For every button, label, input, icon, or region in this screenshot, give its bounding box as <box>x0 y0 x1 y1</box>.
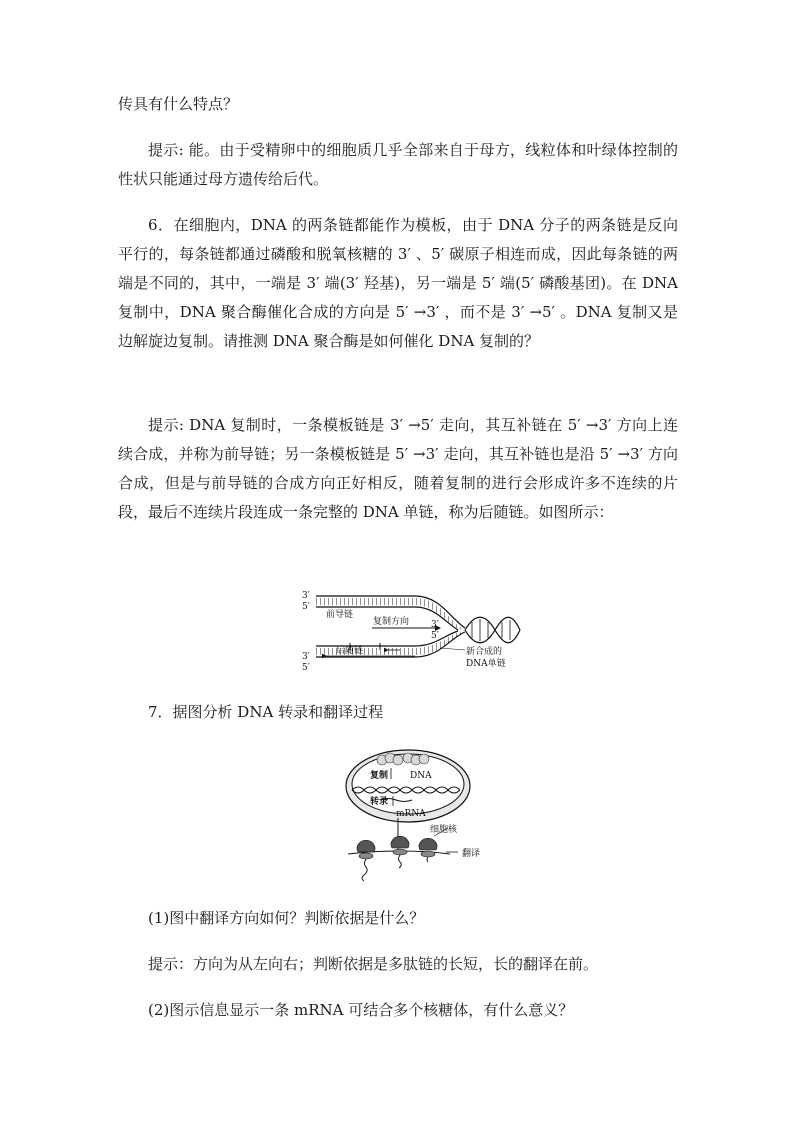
parental-helix <box>465 617 520 643</box>
label-top-3prime: 3′ <box>302 591 310 601</box>
paragraph-question-end: 传具有什么特点？ <box>118 95 239 113</box>
label-dna: DNA <box>410 771 432 781</box>
replication-fork-figure <box>300 588 530 678</box>
paragraph-question-7: 7．据图分析 DNA 转录和翻译过程 <box>148 703 384 721</box>
label-translation: 翻译 <box>462 849 481 859</box>
paragraph-subquestion-1: (1)图中翻译方向如何？判断依据是什么？ <box>148 909 425 927</box>
ribosomes <box>357 836 437 859</box>
label-replication-direction: 复制方向 <box>373 617 410 627</box>
label-bottom-5prime: 5′ <box>302 663 310 673</box>
label-new-strand-1: 新合成的 <box>466 647 503 657</box>
transcription-translation-figure <box>330 746 500 882</box>
label-lagging-strand: 后随链 <box>336 646 364 656</box>
label-transcription: 转录 <box>370 797 389 807</box>
label-replication: 复制 <box>370 771 389 781</box>
label-bottom-3prime: 3′ <box>302 652 310 662</box>
label-fork-3prime: 3′ <box>431 620 439 630</box>
label-fork-5prime: 5′ <box>431 631 439 641</box>
label-new-strand-2: DNA单链 <box>466 659 506 669</box>
top-base-pairs <box>316 598 415 605</box>
label-leading-strand: 前导链 <box>326 610 354 620</box>
label-nucleus: 细胞核 <box>430 825 458 835</box>
paragraph-question-6: 6．在细胞内，DNA 的两条链都能作为模板，由于 DNA 分子的两条链是反向平行的，每条链都通过磷酸和脱氧核糖的 3′ 、5′ 碳原子相连而成，因此每条链的两端是不同的，其中，一端是 3′ 端(3′ 羟基)，另一端是 5′ 端(5′ 磷酸基团)。在 DNA 复制中，DNA 聚合酶催化合成的方向是 5′ →3′ ，而不是 3′ →5′ 。DNA 复制又是边解旋边复制。请推测 DNA 聚合酶是如何催化 DNA 复制的？ <box>118 216 678 350</box>
paragraph-subquestion-2: (2)图示信息显示一条 mRNA 可结合多个核糖体，有什么意义？ <box>148 1001 574 1019</box>
bottom-base-pairs <box>316 648 415 655</box>
polypeptide-chains <box>362 855 428 881</box>
label-top-5prime: 5′ <box>302 602 310 612</box>
paragraph-hint-translation: 提示：方向为从左向右；判断依据是多肽链的长短，长的翻译在前。 <box>148 955 599 973</box>
paragraph-hint-replication: 提示: DNA 复制时，一条模板链是 3′ →5′ 走向，其互补链在 5′ →3′ 方向上连续合成，并称为前导链；另一条模板链是 5′ →3′ 走向，其互补链也是沿 5′ →3′ 方向合成，但是与前导链的合成方向正好相反，随着复制的进行会形成许多不连续的片段，最后不连续片段连成一条完整的 DNA 单链，称为后随链。如图所示： <box>118 416 678 521</box>
label-mrna: mRNA <box>396 809 426 819</box>
paragraph-hint-cytoplasm: 提示: 能。由于受精卵中的细胞质几乎全部来自于母方，线粒体和叶绿体控制的性状只能通过母方遗传给后代。 <box>118 141 678 188</box>
